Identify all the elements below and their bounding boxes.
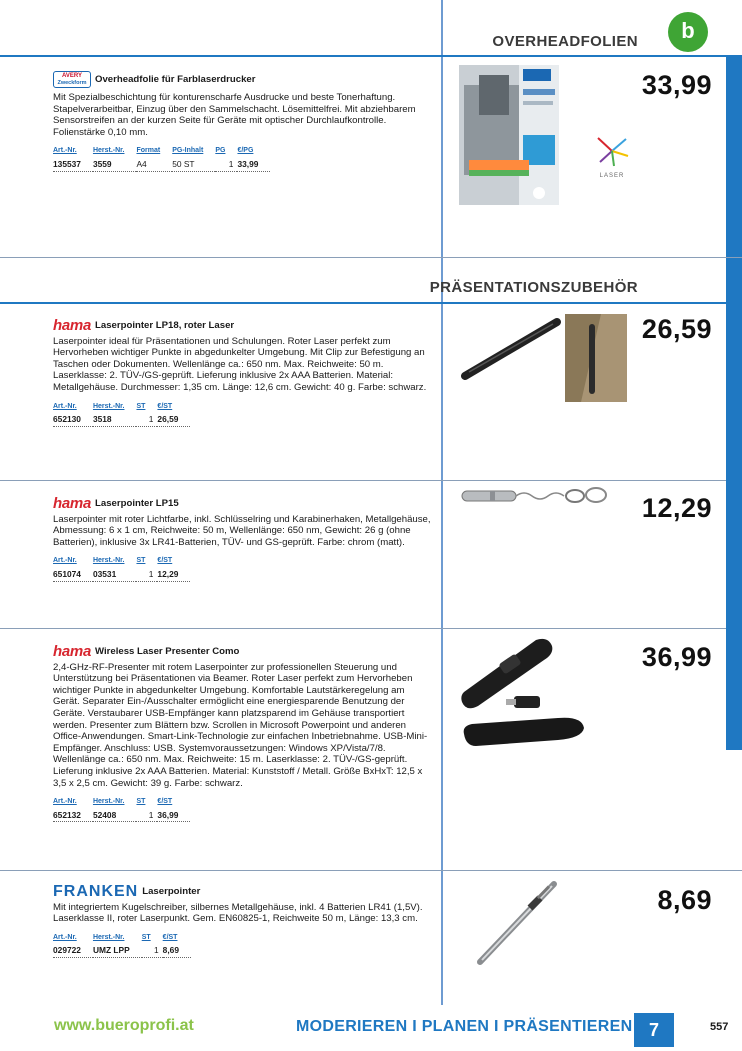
table-row <box>53 944 191 957</box>
product-description: Mit Spezialbeschichtung für konturenscharfe Ausdrucke und beste Tonerhaftung. Stapelverarbeitbar, Einzug über den Sammelschacht. Lösemittelfrei. Mit abziehbarem Sensorstreifen an der kurzen Seite für Geräte mit optischer Durchlaufkontrolle. Folienstärke 0,10 mm. <box>53 92 416 138</box>
col-price: €/ST <box>157 557 173 565</box>
hama-logo: hama <box>53 643 91 660</box>
col-pg: PG <box>215 147 226 155</box>
section-title-praesentation: PRÄSENTATIONSZUBEHÖR <box>429 279 638 296</box>
page-number: 557 <box>710 1021 729 1033</box>
product-lp18 <box>53 317 433 427</box>
column-divider <box>441 0 443 1005</box>
section-rule-overhead <box>0 55 726 57</box>
product-description: Mit integriertem Kugelschreiber, silbernes Metallgehäuse, inkl. 4 Batterien LR41 (1,5V). Laserklasse II, roter Laserpunkt. Gem. EN60825-1, Reichweite 50 m, Länge: 13,3 cm. <box>53 901 423 925</box>
spec-table <box>53 555 190 581</box>
col-st: ST <box>141 933 151 941</box>
footer-url: www.bueroprofi.at <box>54 1017 194 1034</box>
herst-nr: 3518 <box>93 413 137 426</box>
col-art-nr: Art.-Nr. <box>53 147 77 155</box>
col-art-nr: Art.-Nr. <box>53 798 77 806</box>
col-st: ST <box>136 402 146 410</box>
product-title: Overheadfolie für Farblaserdrucker <box>95 73 256 85</box>
st: 1 <box>136 413 157 426</box>
col-herst-nr: Herst.-Nr. <box>92 402 125 410</box>
price-tag: 12,29 <box>641 493 712 523</box>
unit-price: 26,59 <box>157 413 190 426</box>
herst-nr: 03531 <box>93 568 137 581</box>
col-herst-nr: Herst.-Nr. <box>92 798 125 806</box>
spec-table <box>53 932 191 958</box>
table-row <box>53 568 190 581</box>
pg-inhalt: 50 ST <box>172 158 215 171</box>
col-herst-nr: Herst.-Nr. <box>92 147 125 155</box>
col-st: ST <box>136 557 146 565</box>
product-lp15 <box>53 495 433 582</box>
product-description: Laserpointer ideal für Präsentationen und Schulungen. Roter Laser perfekt zum Hervorheben wichtiger Punkte in abgedunkelter Umgebung. Mit Clip zur Befestigung an Taschen oder Dokumenten. Wellenlänge ca.: 650 nm. Max. Reichweite: 50 m. Laserklasse: 2. TÜV-/GS-geprüft. Lieferung inklusive 2x AAA Batterien. Material: Metallgehäuse. Durchmesser: 1,35 cm. Länge: 12,6 cm. Gewicht: 40 g. Farbe: schwarz. <box>53 335 427 393</box>
price-tag: 26,59 <box>641 314 712 344</box>
format: A4 <box>136 158 172 171</box>
product-como <box>53 643 433 822</box>
unit-price: 33,99 <box>237 158 270 171</box>
category-badge: b <box>668 12 708 52</box>
laser-label: LASER <box>599 173 625 179</box>
divider <box>0 257 742 258</box>
product-image-lp18 <box>461 314 627 402</box>
art-nr: 651074 <box>53 568 93 581</box>
col-herst-nr: Herst.-Nr. <box>92 557 125 565</box>
col-price: €/PG <box>237 147 254 155</box>
st: 1 <box>142 944 163 957</box>
product-image-como <box>458 634 614 754</box>
col-herst-nr: Herst.-Nr. <box>92 933 125 941</box>
unit-price: 12,29 <box>157 568 190 581</box>
divider <box>0 870 742 871</box>
laser-icon <box>588 134 636 180</box>
pg: 1 <box>215 158 237 171</box>
col-format: Format <box>136 147 161 155</box>
hama-logo: hama <box>53 495 91 512</box>
franken-logo: FRANKEN <box>53 883 139 900</box>
table-row <box>53 413 190 426</box>
price-tag: 8,69 <box>657 885 712 915</box>
herst-nr: UMZ LPP <box>93 944 142 957</box>
col-pg-inhalt: PG-Inhalt <box>172 147 204 155</box>
product-image-overheadfolie <box>459 65 559 205</box>
table-row <box>53 158 270 171</box>
spec-table <box>53 401 190 427</box>
col-art-nr: Art.-Nr. <box>53 557 77 565</box>
unit-price: 8,69 <box>163 944 191 957</box>
divider <box>0 628 726 629</box>
art-nr: 652132 <box>53 809 93 822</box>
spec-table <box>53 145 270 171</box>
product-franken-laserpointer <box>53 883 433 958</box>
hama-logo: hama <box>53 317 91 334</box>
spec-table <box>53 796 190 822</box>
col-price: €/ST <box>157 798 173 806</box>
product-title: Laserpointer LP18, roter Laser <box>95 320 235 331</box>
herst-nr: 52408 <box>93 809 137 822</box>
st: 1 <box>136 809 157 822</box>
product-description: 2,4-GHz-RF-Presenter mit rotem Laserpointer zur professionellen Steuerung und Unterstützung bei Präsentationen via Beamer. Roter Laser perfekt zum Hervorheben wichtiger Punkte in abgedunkelter Umgebung. Komfortable Lautstärkeregelung am Gerät. Separater Ein-/Ausschalter ermöglicht eine energiesparende Benutzung der Geräte. Verstaubarer USB-Empfänger kann platzsparend im Gehäuse transportiert werden. Presenter zum Blättern bzw. Scrollen in Microsoft Powerpoint und anderen Office-Anwendungen. Smart-Link-Technologie zur einfachen Inbetriebnahme. USB-Mini-Empfänger. Anschluss: USB. Systemvoraussetzungen: Windows XP/Vista/7/8. Wellenlänge ca.: 650 nm. Max. Reichweite: 15 m. Laserklasse: 2. TÜV-/GS-geprüft. Lieferung inklusive 2x AAA Batterien. Material: Kunststoff / Metall. Größe BxHxT: 12,5 x 3,5 x 2,5 cm. Gewicht: 39 g. Farbe: schwarz. <box>53 661 428 789</box>
chapter-number: 7 <box>634 1013 674 1047</box>
col-art-nr: Art.-Nr. <box>53 402 77 410</box>
product-image-lp15 <box>460 486 610 508</box>
section-title-overhead: OVERHEADFOLIEN <box>492 33 638 50</box>
col-st: ST <box>136 798 146 806</box>
art-nr: 135537 <box>53 158 93 171</box>
section-rule-praesentation <box>0 302 726 304</box>
price-tag: 36,99 <box>641 642 712 672</box>
product-overheadfolie <box>53 71 433 172</box>
avery-logo: AVERY Zweckform <box>53 71 91 88</box>
art-nr: 029722 <box>53 944 93 957</box>
footer-slogan: MODERIEREN I PLANEN I PRÄSENTIEREN <box>296 1018 633 1035</box>
divider <box>0 480 726 481</box>
chapter-side-bar <box>726 55 742 750</box>
product-title: Laserpointer LP15 <box>95 498 179 509</box>
col-price: €/ST <box>162 933 178 941</box>
unit-price: 36,99 <box>157 809 190 822</box>
st: 1 <box>136 568 157 581</box>
col-art-nr: Art.-Nr. <box>53 933 77 941</box>
product-title: Laserpointer <box>142 886 201 897</box>
art-nr: 652130 <box>53 413 93 426</box>
table-row <box>53 809 190 822</box>
page-footer <box>0 1005 742 1051</box>
herst-nr: 3559 <box>93 158 137 171</box>
product-image-franken <box>470 878 562 970</box>
price-tag: 33,99 <box>641 70 712 100</box>
col-price: €/ST <box>157 402 173 410</box>
product-description: Laserpointer mit roter Lichtfarbe, inkl. Schlüsselring und Karabinerhaken, Metallgehäuse, Abmessung: 6 x 1 cm, Reichweite: 50 m, Wellenlänge: 650 nm, Gewicht: 26 g (ohne Batterien), inklusive 3x LR41-Batterien, TÜV- und GS-geprüft. Farbe: chrom (matt). <box>53 513 431 548</box>
product-title: Wireless Laser Presenter Como <box>95 646 240 657</box>
